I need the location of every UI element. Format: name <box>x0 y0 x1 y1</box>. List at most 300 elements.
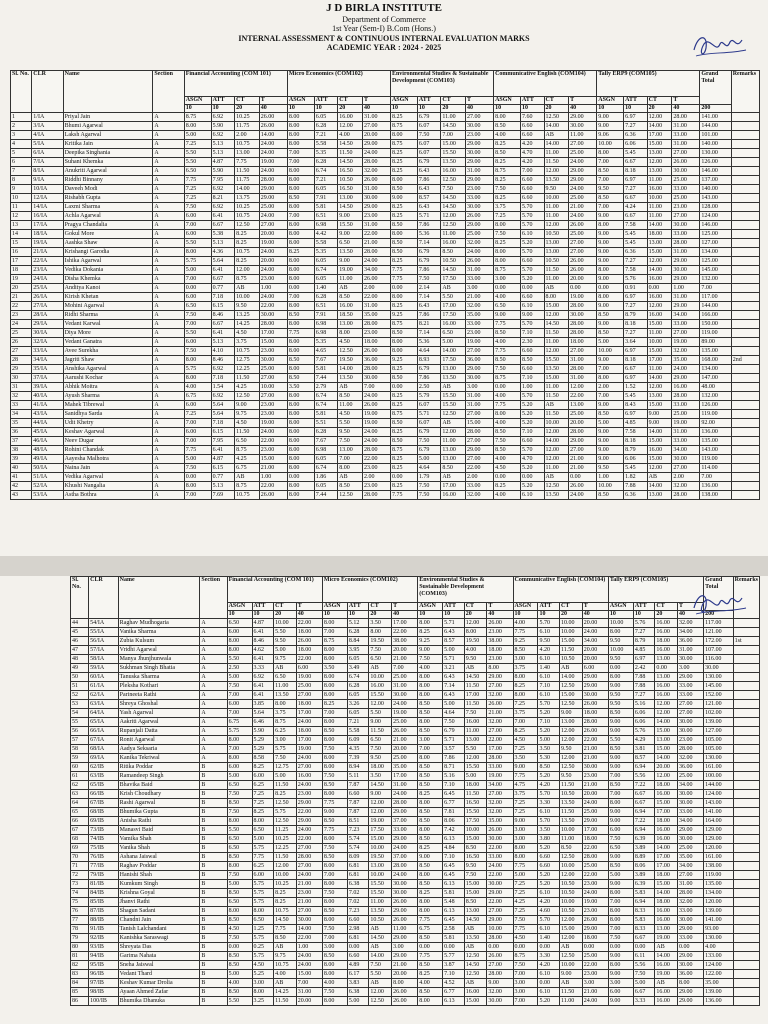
table-cell: 25.00 <box>582 862 608 871</box>
table-cell: 5.70 <box>520 266 544 275</box>
table-cell: 93/IB <box>89 943 119 952</box>
table-cell: 7.18 <box>211 374 235 383</box>
table-cell: 7.10 <box>443 853 465 862</box>
table-cell <box>733 988 759 997</box>
max-t: 40 <box>392 611 418 619</box>
table-row <box>71 691 760 700</box>
table-cell: 11.75 <box>235 122 260 131</box>
table-cell: 4.62 <box>252 646 274 655</box>
table-cell: 9.00 <box>235 401 260 410</box>
table-cell: 5.71 <box>443 736 465 745</box>
table-cell: 5.36 <box>417 338 441 347</box>
max-t: 40 <box>582 611 608 619</box>
table-cell: 7.02 <box>347 889 369 898</box>
table-cell: 12.25 <box>235 365 260 374</box>
table-cell: 28.00 <box>487 970 513 979</box>
table-cell: Laksh Agarwal <box>63 131 153 140</box>
table-cell: 8.57 <box>417 194 441 203</box>
table-cell: 0.00 <box>633 943 655 952</box>
table-cell: 8.00 <box>184 248 211 257</box>
table-cell: 10.00 <box>560 961 583 970</box>
table-cell: 4.00 <box>494 338 521 347</box>
table-cell: 6.50 <box>227 781 252 790</box>
max-grand: 200 <box>704 611 734 619</box>
table-cell: AB <box>544 284 569 293</box>
table-cell: 31.00 <box>672 293 700 302</box>
table-cell: 30.00 <box>678 718 704 727</box>
table-cell <box>731 374 759 383</box>
max-asgn: 10 <box>184 105 211 113</box>
table-cell: 6.81 <box>347 934 369 943</box>
table-cell: 8.06 <box>633 862 655 871</box>
table-cell: 5.13 <box>211 338 235 347</box>
table-row <box>11 266 760 275</box>
table-cell: 15.00 <box>655 799 678 808</box>
table-cell: 8/IA <box>32 167 63 176</box>
table-cell: 7.75 <box>390 275 417 284</box>
page-gap <box>0 556 768 576</box>
table-cell: 17.00 <box>655 808 678 817</box>
table-cell: Khushi Nangalia <box>63 482 153 491</box>
table-cell: 8.50 <box>597 410 624 419</box>
table-cell: 29.00 <box>678 925 704 934</box>
table-cell: 6.46 <box>252 718 274 727</box>
table-cell: 8.00 <box>252 907 274 916</box>
table-cell: 23.00 <box>466 329 494 338</box>
table-cell: Garima Nahata <box>118 952 200 961</box>
table-cell: 8.21 <box>211 194 235 203</box>
table-cell: 9.00 <box>608 754 633 763</box>
table-cell: 4.87 <box>211 158 235 167</box>
table-cell: 16.00 <box>655 988 678 997</box>
table-cell: 0.00 <box>347 943 369 952</box>
table-cell: 9.00 <box>608 817 633 826</box>
table-cell: 7.67 <box>314 356 338 365</box>
table-cell: 7.00 <box>338 455 363 464</box>
table-cell: 9.00 <box>494 311 521 320</box>
table-cell: 0.00 <box>494 473 521 482</box>
table-cell: 24.00 <box>296 754 322 763</box>
table-cell: 6.79 <box>417 248 441 257</box>
sub-t: T <box>259 97 287 105</box>
table-cell: 11.00 <box>647 329 672 338</box>
table-cell: 85/IB <box>89 898 119 907</box>
max-asgn: 10 <box>494 105 521 113</box>
table-cell: 11.50 <box>560 808 583 817</box>
table-cell: 20.00 <box>259 257 287 266</box>
table-cell: 6.60 <box>520 293 544 302</box>
table-cell: 5.50 <box>369 970 392 979</box>
table-cell: 26.00 <box>296 637 322 646</box>
sub-ct: CT <box>464 603 487 611</box>
table-cell: 6.60 <box>520 131 544 140</box>
table-cell: 14.00 <box>655 754 678 763</box>
table-cell: 29.00 <box>678 988 704 997</box>
table-cell: 10.00 <box>464 826 487 835</box>
table-cell: 8.00 <box>322 961 347 970</box>
table-cell: 8.25 <box>494 158 521 167</box>
table-cell: 7.00 <box>700 284 731 293</box>
table-cell: 13 <box>11 221 32 230</box>
table-cell: 8.00 <box>227 736 252 745</box>
max-asgn: 10 <box>608 611 633 619</box>
table-cell: 24.00 <box>582 628 608 637</box>
table-cell: 8.00 <box>678 979 704 988</box>
table-cell: 35.00 <box>672 356 700 365</box>
table-cell: 24.00 <box>259 167 287 176</box>
table-cell: 10.00 <box>369 844 392 853</box>
table-cell: 14.00 <box>544 437 569 446</box>
table-cell: 8.25 <box>390 365 417 374</box>
table-cell: 6.10 <box>520 302 544 311</box>
table-cell: 5.75 <box>252 934 274 943</box>
table-cell: 11.00 <box>544 383 569 392</box>
table-row <box>11 446 760 455</box>
table-cell: 9.50 <box>538 637 560 646</box>
table-cell: 7.50 <box>227 934 252 943</box>
table-cell: 6.00 <box>227 628 252 637</box>
table-cell: 3.95 <box>347 646 369 655</box>
table-cell: 31.00 <box>672 122 700 131</box>
table-cell: 120.00 <box>704 844 734 853</box>
table-cell: 7.25 <box>513 745 538 754</box>
table-cell: 4.25 <box>235 455 260 464</box>
table-cell: A <box>153 383 184 392</box>
table-cell: 10.00 <box>369 871 392 880</box>
table-cell: 11.00 <box>647 203 672 212</box>
table-cell: 3.50 <box>322 664 347 673</box>
table-row <box>71 925 760 934</box>
table-cell: 6.05 <box>347 655 369 664</box>
table-cell: 87/IB <box>89 907 119 916</box>
table-cell: 31.00 <box>466 167 494 176</box>
table-cell: Bhumi Agarwal <box>63 122 153 131</box>
table-cell: 7.02 <box>347 898 369 907</box>
table-cell: 25.00 <box>392 673 418 682</box>
table-cell: 23.00 <box>259 410 287 419</box>
table-cell: 27.00 <box>569 446 597 455</box>
table-cell: 0.77 <box>211 473 235 482</box>
table-row <box>71 898 760 907</box>
table-cell: 5.36 <box>417 230 441 239</box>
table-cell: 9.00 <box>597 446 624 455</box>
table-cell: AB <box>464 925 487 934</box>
table-cell: 8.00 <box>322 997 347 1006</box>
table-cell: Parineeta Rathi <box>118 691 200 700</box>
table-cell: 119.00 <box>700 455 731 464</box>
table-cell: 12.00 <box>544 347 569 356</box>
table-cell: 23.00 <box>362 212 390 221</box>
table-cell: A <box>153 212 184 221</box>
table-cell: 12.00 <box>647 302 672 311</box>
sub-t: T <box>296 603 322 611</box>
table-cell: Sneha Jaiswal <box>118 961 200 970</box>
table-cell: 32.00 <box>487 988 513 997</box>
table-cell: Shreyata Das <box>118 943 200 952</box>
table-cell: 0.00 <box>520 473 544 482</box>
table-cell: 19.00 <box>655 934 678 943</box>
table-cell: A <box>153 185 184 194</box>
table-cell: 8.00 <box>597 149 624 158</box>
table-cell: 1.00 <box>672 284 700 293</box>
table-cell: 8.25 <box>322 700 347 709</box>
table-cell: 15.00 <box>647 401 672 410</box>
table-cell <box>731 266 759 275</box>
table-cell: 5.70 <box>520 392 544 401</box>
table-cell: 6.28 <box>347 628 369 637</box>
table-cell: 7.00 <box>184 491 211 500</box>
table-cell: 8.50 <box>608 781 633 790</box>
table-cell: 5.75 <box>252 952 274 961</box>
table-cell: 120.00 <box>704 898 734 907</box>
table-cell: 52 <box>71 691 89 700</box>
table-cell: 35 <box>11 419 32 428</box>
max-t: 40 <box>362 105 390 113</box>
table-cell: Manya Jhunjhunwala <box>118 655 200 664</box>
table-cell: 13.00 <box>647 392 672 401</box>
table-cell: 8.00 <box>390 293 417 302</box>
table-cell: 8.33 <box>633 925 655 934</box>
table-cell: 5.13 <box>211 482 235 491</box>
table-cell: 12.00 <box>569 383 597 392</box>
table-cell: 39/IA <box>32 383 63 392</box>
table-cell: 3.83 <box>347 979 369 988</box>
table-cell: 18.00 <box>647 230 672 239</box>
table-cell: 69/IB <box>89 817 119 826</box>
table-cell: B <box>200 772 227 781</box>
table-cell: 12.00 <box>544 428 569 437</box>
table-cell: 12.00 <box>369 799 392 808</box>
table-cell: 8.06 <box>443 817 465 826</box>
table-cell: 26.00 <box>582 700 608 709</box>
table-cell: 11.00 <box>544 212 569 221</box>
table-cell: 8.75 <box>494 167 521 176</box>
table-cell: 12.00 <box>441 428 466 437</box>
table-cell: B <box>200 871 227 880</box>
table-cell: 11 <box>11 203 32 212</box>
table-cell: 12.50 <box>544 113 569 122</box>
table-cell: 12.50 <box>369 997 392 1006</box>
table-cell: 5.00 <box>441 338 466 347</box>
table-cell: 7.00 <box>184 275 211 284</box>
table-cell: 26.00 <box>582 916 608 925</box>
max-att: 10 <box>314 105 338 113</box>
sub-att: ATT <box>252 603 274 611</box>
col-micro: Micro Economics (COM102) <box>287 71 390 97</box>
department-name: Department of Commerce <box>342 15 426 24</box>
table-cell: 5.20 <box>538 880 560 889</box>
table-cell: 7.00 <box>597 203 624 212</box>
table-cell <box>733 844 759 853</box>
table-cell: 77/IB <box>89 862 119 871</box>
table-cell: 0.00 <box>647 284 672 293</box>
table-cell: 1.40 <box>538 664 560 673</box>
table-cell: 8.00 <box>418 898 443 907</box>
table-cell: 24.00 <box>672 365 700 374</box>
table-cell: 7.50 <box>417 482 441 491</box>
table-cell: 18.00 <box>655 871 678 880</box>
table-cell: 6.79 <box>417 365 441 374</box>
table-cell: 7.87 <box>347 808 369 817</box>
table-cell: 4.50 <box>338 338 363 347</box>
table-cell: 5.16 <box>633 700 655 709</box>
table-cell: 3.30 <box>538 952 560 961</box>
table-cell: 5.00 <box>347 997 369 1006</box>
table-cell: 8.50 <box>597 167 624 176</box>
table-cell: Avee Surekha <box>63 347 153 356</box>
table-cell: 7.00 <box>184 437 211 446</box>
table-cell: Ayaan Ahmed Zafar <box>118 988 200 997</box>
table-cell: 6.77 <box>443 799 465 808</box>
table-cell: 8.25 <box>390 401 417 410</box>
table-cell: 6.97 <box>633 655 655 664</box>
table-cell: 7.10 <box>520 374 544 383</box>
table-cell: 8.00 <box>287 410 314 419</box>
table-cell: 7.50 <box>417 131 441 140</box>
table-cell: AB <box>235 473 260 482</box>
table-cell: 7.42 <box>443 826 465 835</box>
table-cell: 9.06 <box>597 131 624 140</box>
table-cell: 105.00 <box>704 745 734 754</box>
table-cell: 5.11 <box>347 772 369 781</box>
table-cell: 93.00 <box>704 925 734 934</box>
table-cell: 7.00 <box>608 898 633 907</box>
table-cell: 8.25 <box>418 844 443 853</box>
table-cell: 8.25 <box>390 302 417 311</box>
table-cell: 6.60 <box>538 853 560 862</box>
table-cell: 49 <box>71 664 89 673</box>
table-cell: 25.00 <box>392 718 418 727</box>
table-cell: 7.50 <box>227 790 252 799</box>
table-cell: 14.00 <box>441 347 466 356</box>
sub-asgn: ASGN <box>608 603 633 611</box>
table-cell: 38 <box>11 446 32 455</box>
table-cell: 12.00 <box>544 311 569 320</box>
table-cell: 19.00 <box>392 709 418 718</box>
table-cell: 27.00 <box>678 871 704 880</box>
table-cell: 34.00 <box>672 311 700 320</box>
table-cell: 25.00 <box>672 410 700 419</box>
table-cell: 9.50 <box>608 700 633 709</box>
table-cell: 13.00 <box>655 925 678 934</box>
table-cell: 7.00 <box>287 158 314 167</box>
table-cell: Aayesha Malhotra <box>63 455 153 464</box>
table-cell: 61 <box>71 772 89 781</box>
table-cell: 4.50 <box>494 464 521 473</box>
table-cell: 8.50 <box>418 781 443 790</box>
table-cell: 7.50 <box>338 437 363 446</box>
table-cell: 5.13 <box>211 149 235 158</box>
table-cell: 3.87 <box>443 961 465 970</box>
table-cell: 140.00 <box>700 140 731 149</box>
table-cell: 6.13 <box>443 880 465 889</box>
table-cell: 144.00 <box>700 122 731 131</box>
table-cell: 7.00 <box>287 212 314 221</box>
table-cell: 14.50 <box>441 122 466 131</box>
table-cell: 3.50 <box>369 772 392 781</box>
table-cell: 32.00 <box>466 302 494 311</box>
table-cell: 7.44 <box>314 491 338 500</box>
table-cell: 145.00 <box>704 682 734 691</box>
table-cell: 14.50 <box>369 781 392 790</box>
table-cell: 22.00 <box>362 293 390 302</box>
table-cell: 12.00 <box>655 772 678 781</box>
col-evs: Environmental Studies & Sustainable Development (COM103) <box>418 577 513 603</box>
table-cell: 30.00 <box>672 266 700 275</box>
table-cell: 6.05 <box>347 691 369 700</box>
table-cell: 2.00 <box>672 473 700 482</box>
table-cell: 60/IA <box>89 673 119 682</box>
max-ct: 20 <box>338 105 363 113</box>
table-cell: 6.74 <box>314 464 338 473</box>
table-cell: 9.50 <box>338 428 363 437</box>
table-cell <box>731 122 759 131</box>
table-cell: 3.75 <box>235 338 260 347</box>
table-cell: 27.00 <box>296 907 322 916</box>
table-cell: 32.00 <box>672 482 700 491</box>
col-fa: Financial Accounting (COM 101) <box>227 577 322 603</box>
table-cell: 48 <box>71 655 89 664</box>
table-cell: B <box>200 808 227 817</box>
table-cell: 6.97 <box>624 176 648 185</box>
table-body <box>11 113 760 500</box>
table-cell: 29.00 <box>392 952 418 961</box>
table-cell: 14.00 <box>655 844 678 853</box>
table-cell: 7.75 <box>390 491 417 500</box>
table-cell: A <box>200 745 227 754</box>
table-cell: 134.00 <box>700 365 731 374</box>
table-cell: 7.50 <box>441 185 466 194</box>
table-cell <box>731 302 759 311</box>
table-cell: 23.00 <box>296 889 322 898</box>
table-cell: AB <box>369 664 392 673</box>
table-cell <box>731 158 759 167</box>
table-cell: 2nd <box>731 356 759 365</box>
table-cell: 7.50 <box>322 844 347 853</box>
table-cell: 8.00 <box>287 464 314 473</box>
table-cell: 9.25 <box>513 637 538 646</box>
table-cell: 8.00 <box>287 185 314 194</box>
table-cell: 14.50 <box>369 934 392 943</box>
table-cell: 152.00 <box>704 691 734 700</box>
table-cell <box>731 212 759 221</box>
table-row <box>11 473 760 482</box>
table-cell: 31.00 <box>362 113 390 122</box>
table-cell: 16.00 <box>655 961 678 970</box>
table-cell: 29.00 <box>392 907 418 916</box>
table-cell: 5.50 <box>608 736 633 745</box>
table-cell: 8.00 <box>227 817 252 826</box>
table-cell: 16.00 <box>647 446 672 455</box>
table-cell: 26.00 <box>582 727 608 736</box>
table-cell: 8.00 <box>608 889 633 898</box>
table-cell: 5.25 <box>252 970 274 979</box>
table-cell: 6.43 <box>417 302 441 311</box>
table-cell: 8.00 <box>287 437 314 446</box>
table-cell: 9.00 <box>608 997 633 1006</box>
table-cell: 134.00 <box>704 889 734 898</box>
signature-mark <box>690 28 750 64</box>
table-cell: 21.00 <box>392 736 418 745</box>
table-cell: 61/IA <box>89 682 119 691</box>
col-sl: Sl. No. <box>71 577 89 619</box>
table-cell: 6.60 <box>347 952 369 961</box>
table-cell: 7.00 <box>597 392 624 401</box>
max-ct: 20 <box>464 611 487 619</box>
col-remarks: Remarks <box>731 71 759 113</box>
table-cell: 27.00 <box>487 682 513 691</box>
table-cell: 5.58 <box>347 727 369 736</box>
